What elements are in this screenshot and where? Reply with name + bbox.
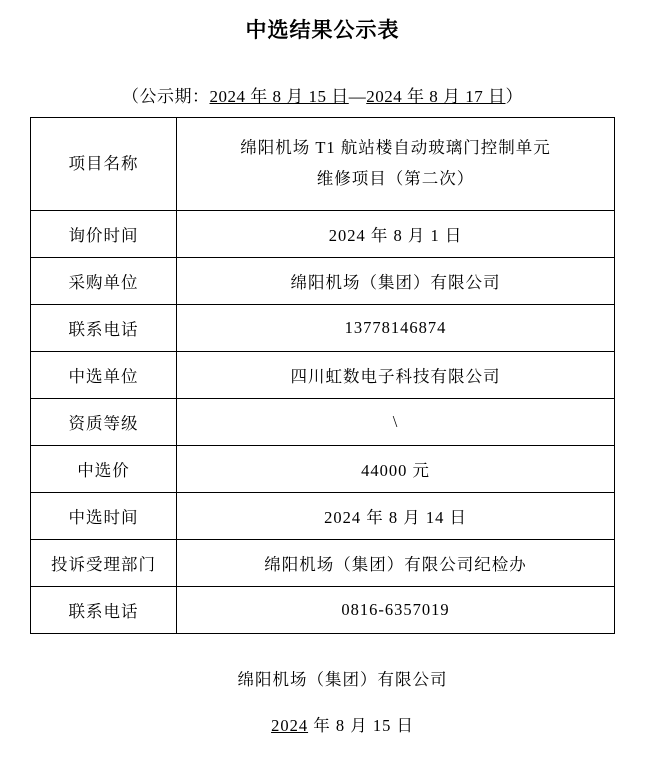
row-label-winning-price: 中选价 [31, 446, 177, 493]
table-row [31, 399, 615, 446]
signature-company: 绵阳机场（集团）有限公司 [237, 670, 448, 689]
row-value-complaint-phone: 0816-6357019 [177, 587, 615, 634]
table-row [31, 446, 615, 493]
row-value-complaint-department: 绵阳机场（集团）有限公司纪检办 [177, 540, 615, 587]
signature-block [0, 666, 645, 736]
row-value-contact-phone: 13778146874 [177, 305, 615, 352]
table-row [31, 118, 615, 211]
signature-date-rest: 年 8 月 15 日 [308, 716, 414, 735]
table-row [31, 540, 615, 587]
row-value-project-name [177, 118, 615, 211]
row-label-project-name: 项目名称 [31, 118, 177, 211]
table-row [31, 493, 615, 540]
row-value-inquiry-time: 2024 年 8 月 1 日 [177, 211, 615, 258]
row-value-qualification-level: \ [177, 399, 615, 446]
table-row [31, 211, 615, 258]
notice-period-end: 2024 年 8 月 17 日 [366, 87, 506, 106]
notice-period-suffix: ） [505, 87, 523, 106]
row-value-winning-unit: 四川虹数电子科技有限公司 [177, 352, 615, 399]
page-title: 中选结果公示表 [245, 18, 400, 42]
row-label-inquiry-time: 询价时间 [31, 211, 177, 258]
signature-date [40, 712, 645, 736]
value-line: 维修项目（第二次） [316, 169, 475, 188]
table-row [31, 352, 615, 399]
row-label-winning-time: 中选时间 [31, 493, 177, 540]
row-value-purchasing-unit: 绵阳机场（集团）有限公司 [177, 258, 615, 305]
document-page [0, 14, 645, 778]
row-label-qualification-level: 资质等级 [31, 399, 177, 446]
row-value-winning-time: 2024 年 8 月 14 日 [177, 493, 615, 540]
table-row [31, 258, 615, 305]
notice-period [0, 82, 645, 107]
row-label-complaint-department: 投诉受理部门 [31, 540, 177, 587]
row-label-winning-unit: 中选单位 [31, 352, 177, 399]
signature-date-year: 2024 [271, 716, 309, 735]
table-row [31, 587, 615, 634]
row-label-purchasing-unit: 采购单位 [31, 258, 177, 305]
result-table [30, 117, 615, 634]
notice-period-start: 2024 年 8 月 15 日 [209, 87, 349, 106]
row-value-winning-price: 44000 元 [177, 446, 615, 493]
value-line: 绵阳机场 T1 航站楼自动玻璃门控制单元 [240, 138, 551, 158]
notice-period-prefix: （公示期： [122, 87, 210, 106]
table-row [31, 305, 615, 352]
row-label-complaint-phone: 联系电话 [31, 587, 177, 634]
notice-period-dash: — [348, 87, 367, 106]
row-label-contact-phone: 联系电话 [31, 305, 177, 352]
